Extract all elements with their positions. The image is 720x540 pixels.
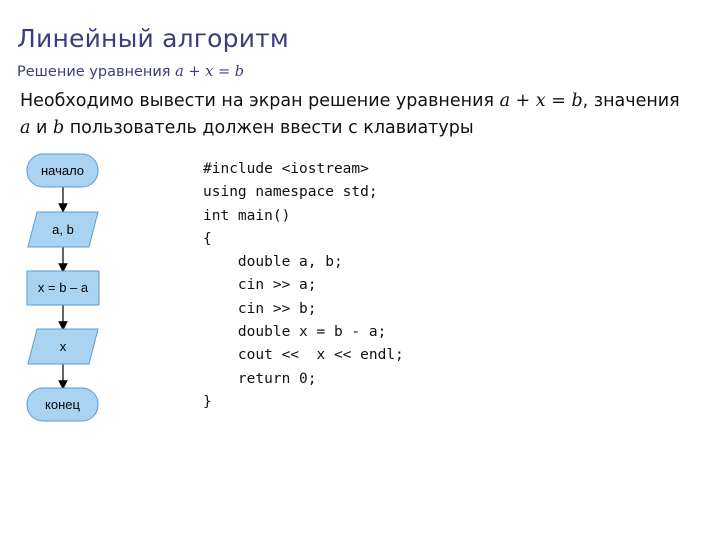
start-label: начало xyxy=(40,163,85,178)
code-listing xyxy=(203,158,404,414)
task-var-b: b xyxy=(52,118,65,138)
task-text-2: , значения xyxy=(582,91,680,111)
slide-title: Линейный алгоритм xyxy=(17,24,289,53)
end-label: конец xyxy=(45,397,80,412)
code-line: } xyxy=(203,393,212,410)
code-line: cout << x << endl; xyxy=(203,347,404,364)
code-line: return 0; xyxy=(203,370,317,387)
task-text-1: Необходимо вывести на экран решение уравнения xyxy=(20,91,500,111)
subtitle-text: Решение уравнения xyxy=(17,64,171,80)
task-text-4: пользователь должен ввести с клавиатуры xyxy=(64,118,474,138)
input-label: a, b xyxy=(52,222,74,237)
task-text-3: и xyxy=(30,118,53,138)
code-line: using namespace std; xyxy=(203,184,378,201)
process-label: x = b – a xyxy=(37,280,89,295)
output-label: x xyxy=(59,339,67,354)
code-line: cin >> b; xyxy=(203,300,317,317)
subtitle-equation: a + x = b xyxy=(175,64,244,80)
code-line: int main() xyxy=(203,207,291,224)
code-line: double a, b; xyxy=(203,254,343,271)
task-var-a: a xyxy=(20,118,31,138)
code-line: double x = b - a; xyxy=(203,324,387,341)
code-line: { xyxy=(203,230,212,247)
task-equation: a + x = b xyxy=(499,91,583,111)
code-line: #include <iostream> xyxy=(203,161,369,177)
code-line: cin >> a; xyxy=(203,277,317,294)
